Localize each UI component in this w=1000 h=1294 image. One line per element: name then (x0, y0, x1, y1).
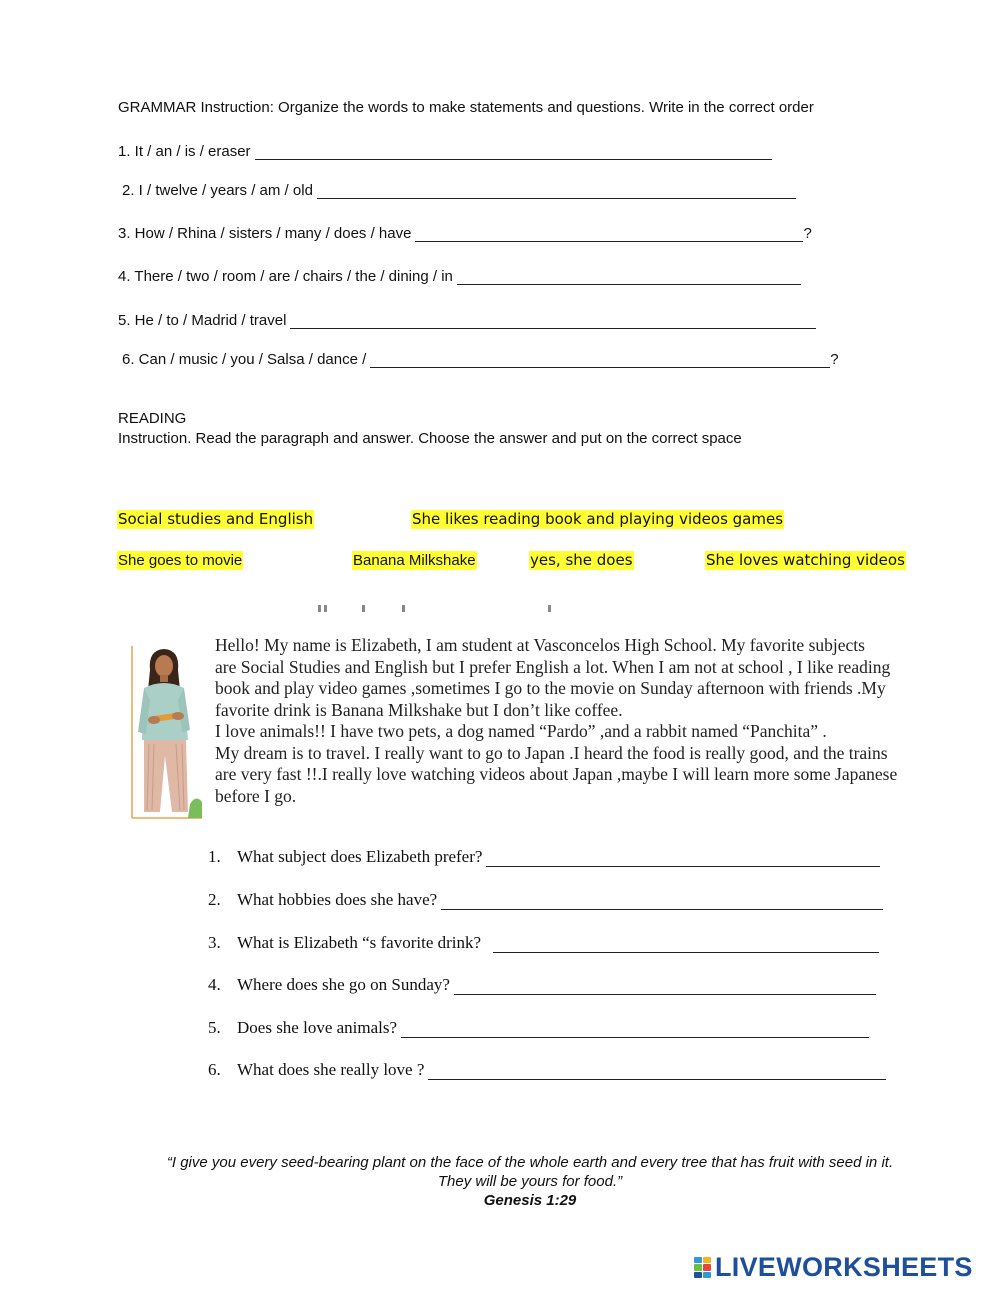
question-number: 3. (208, 933, 221, 952)
paragraph-line: favorite drink is Banana Milkshake but I don’t like coffee. (215, 699, 623, 720)
question-6 (208, 1060, 886, 1080)
grammar-item-4 (118, 268, 801, 285)
question-text: What does she really love ? (237, 1060, 425, 1079)
grammar-item-text: 1. It / an / is / eraser (118, 143, 251, 160)
paragraph-line: I love animals!! I have two pets, a dog named “Pardo” ,and a rabbit named “Panchita” . (215, 721, 827, 741)
question-number: 2. (208, 890, 221, 909)
question-3 (208, 933, 879, 953)
answer-blank[interactable] (493, 951, 879, 953)
grammar-item-5 (118, 312, 816, 329)
grammar-item-3 (118, 225, 812, 242)
grammar-item-text: 4. There / two / room / are / chairs / the / dining / in (118, 268, 453, 285)
paragraph-line: book and play video games ,sometimes I go to the movie on Sunday afternoon with friends .My (215, 678, 886, 698)
question-text: What hobbies does she have? (237, 890, 438, 909)
logo-icon (694, 1257, 711, 1278)
answer-blank[interactable] (415, 240, 803, 242)
paragraph-line: are very fast !!.I really love watching videos about Japan ,maybe I will learn more some Japanese (215, 764, 898, 784)
quote-line-1: “I give you every seed-bearing plant on the face of the whole earth and every tree that has fruit with seed in it. (166, 1154, 894, 1171)
question-5 (208, 1018, 869, 1038)
option-social-studies[interactable]: Social studies and English (118, 510, 314, 528)
reading-instruction: Instruction. Read the paragraph and answer. Choose the answer and put on the correct space (118, 430, 742, 447)
grammar-instruction: GRAMMAR Instruction: Organize the words to make statements and questions. Write in the correct order (118, 99, 814, 116)
question-4 (208, 975, 876, 995)
answer-blank[interactable] (317, 197, 796, 199)
option-hobbies[interactable]: She likes reading book and playing videos games (412, 510, 784, 528)
grammar-item-text: 6. Can / music / you / Salsa / dance / (122, 351, 367, 368)
paragraph-line: My dream is to travel. I really want to go to Japan .I heard the food is really good, and the trains (215, 742, 888, 763)
grammar-item-1 (118, 143, 772, 160)
question-number: 4. (208, 975, 221, 994)
reading-paragraph (215, 635, 940, 807)
answer-blank[interactable] (370, 366, 830, 368)
paragraph-line: Hello! My name is Elizabeth, I am student at Vasconcelos High School. My favorite subjects (215, 635, 865, 655)
answer-blank[interactable] (486, 865, 880, 867)
question-text: What subject does Elizabeth prefer? (237, 847, 483, 866)
reading-heading: READING (118, 410, 187, 427)
option-banana-milkshake[interactable]: Banana Milkshake (353, 552, 476, 569)
question-mark: ? (830, 351, 839, 368)
question-number: 1. (208, 847, 221, 866)
answer-blank[interactable] (255, 158, 772, 160)
question-number: 5. (208, 1018, 221, 1037)
answer-blank[interactable] (454, 993, 876, 995)
liveworksheets-logo (694, 1252, 973, 1283)
option-goes-to-movie[interactable]: She goes to movie (118, 552, 243, 569)
option-watching-videos[interactable]: She loves watching videos (706, 551, 905, 569)
elizabeth-illustration (130, 644, 204, 820)
answer-blank[interactable] (290, 327, 816, 329)
grammar-item-2 (122, 182, 796, 199)
question-mark: ? (803, 225, 812, 242)
scan-artifact (290, 602, 560, 612)
paragraph-line: are Social Studies and English but I prefer English a lot. When I am not at school , I like reading (215, 656, 891, 677)
answer-blank[interactable] (441, 908, 883, 910)
question-1 (208, 847, 880, 867)
question-text: Where does she go on Sunday? (237, 975, 450, 994)
grammar-item-text: 3. How / Rhina / sisters / many / does / have (118, 225, 412, 242)
question-text: Does she love animals? (237, 1018, 398, 1037)
quote-line-2: They will be yours for food.” (437, 1173, 623, 1190)
grammar-item-6 (122, 351, 839, 368)
answer-blank[interactable] (401, 1036, 869, 1038)
answer-blank[interactable] (457, 283, 801, 285)
question-text: What is Elizabeth “s favorite drink? (237, 933, 482, 952)
grammar-item-text: 5. He / to / Madrid / travel (118, 312, 287, 329)
option-yes-she-does[interactable]: yes, she does (530, 551, 633, 569)
paragraph-line: before I go. (215, 785, 297, 806)
answer-blank[interactable] (428, 1078, 886, 1080)
grammar-item-text: 2. I / twelve / years / am / old (122, 182, 313, 199)
question-number: 6. (208, 1060, 221, 1079)
quote-citation: Genesis 1:29 (483, 1192, 577, 1209)
logo-text: LIVEWORKSHEETS (715, 1252, 973, 1282)
question-2 (208, 890, 883, 910)
